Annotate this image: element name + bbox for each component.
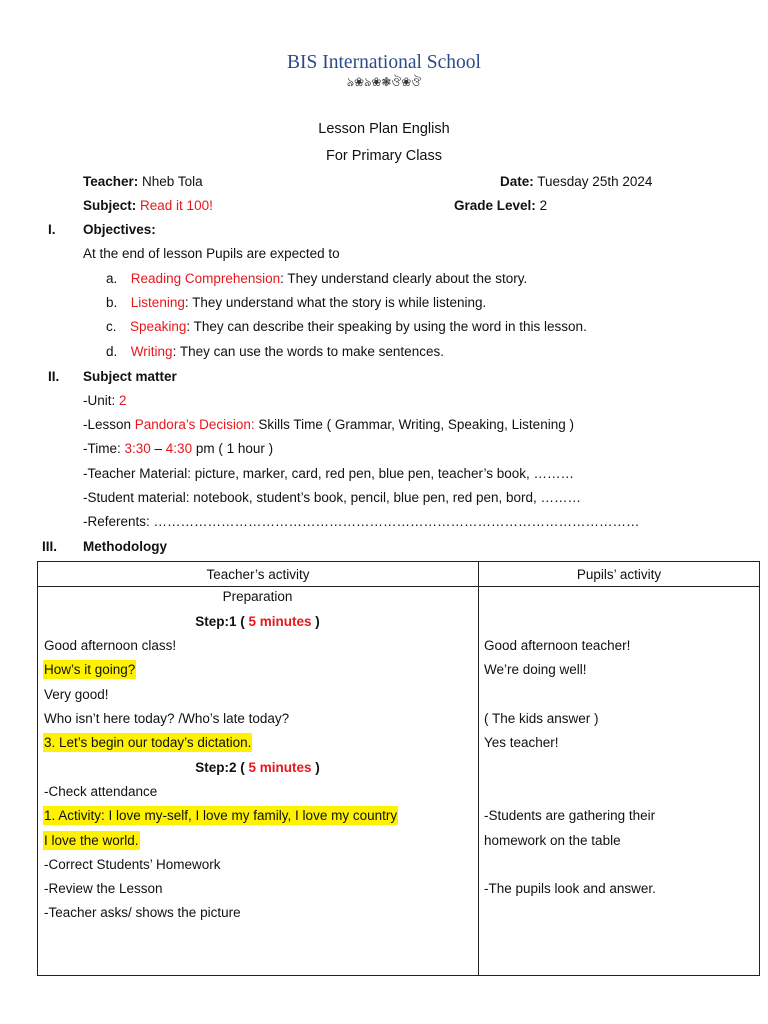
objective-text: : They understand clearly about the story.: [280, 271, 528, 286]
pupil-line: Good afternoon teacher!: [484, 638, 631, 653]
step2-heading: [37, 760, 478, 775]
pupil-line: Yes teacher!: [484, 735, 559, 750]
section-numeral-3: III.: [42, 539, 58, 554]
objective-text: : They can use the words to make sentences.: [172, 344, 444, 359]
objective-item: [106, 319, 587, 334]
section-numeral-2: II.: [48, 369, 60, 384]
objective-letter: c.: [106, 319, 117, 334]
time-label: -Time:: [83, 441, 125, 456]
time-end: 4:30: [165, 441, 193, 456]
teacher-line: -Correct Students’ Homework: [44, 857, 221, 872]
pupil-line: -Students are gathering their: [484, 808, 656, 823]
teacher-line-highlighted: How’s it going?: [44, 662, 136, 677]
objective-letter: d.: [106, 344, 118, 359]
time-line: [83, 441, 273, 456]
objective-term: Writing: [130, 344, 173, 359]
teacher-line: Very good!: [44, 687, 109, 702]
methodology-heading: Methodology: [83, 539, 167, 554]
objective-term: Speaking: [130, 319, 187, 334]
objectives-intro: At the end of lesson Pupils are expected to: [83, 246, 340, 261]
objective-term: Listening: [130, 295, 185, 310]
teacher-value: Nheb Tola: [142, 174, 203, 189]
objectives-heading: Objectives:: [83, 222, 156, 237]
col-header-teacher: Teacher’s activity: [38, 562, 479, 587]
lesson-line: [83, 417, 574, 432]
time-rest: pm ( 1 hour ): [192, 441, 274, 456]
date-label: Date:: [500, 174, 534, 189]
step2-label: Step:2 (: [195, 760, 249, 775]
pupil-line: homework on the table: [484, 833, 621, 848]
subject-matter-heading: Subject matter: [83, 369, 177, 384]
step1-close: ): [311, 614, 320, 629]
subject-row: [83, 198, 213, 213]
objective-letter: b.: [106, 295, 118, 310]
lesson-label: -Lesson: [83, 417, 135, 432]
teacher-label: Teacher:: [83, 174, 139, 189]
step1-heading: [37, 614, 478, 629]
teacher-material-line: -Teacher Material: picture, marker, card, red pen, blue pen, teacher’s book, ………: [83, 466, 574, 481]
lesson-plan-title: Lesson Plan English: [318, 121, 450, 137]
objective-letter: a.: [106, 271, 118, 286]
unit-line: [83, 393, 127, 408]
grade-row: [454, 198, 547, 213]
objective-item: [106, 344, 444, 359]
pupil-line: -The pupils look and answer.: [484, 881, 656, 896]
objective-item: [106, 271, 527, 286]
step1-time: 5 minutes: [248, 614, 312, 629]
subject-label: Subject:: [83, 198, 137, 213]
teacher-line: -Teacher asks/ shows the picture: [44, 905, 241, 920]
time-start: 3:30: [124, 441, 151, 456]
student-material-line: -Student material: notebook, student’s book, pencil, blue pen, red pen, bord, ………: [83, 490, 582, 505]
teacher-line: -Check attendance: [44, 784, 158, 799]
step2-time: 5 minutes: [248, 760, 312, 775]
teacher-line: Good afternoon class!: [44, 638, 177, 653]
section-numeral-1: I.: [48, 222, 56, 237]
teacher-row: [83, 174, 203, 189]
teacher-line-highlighted: 1. Activity: I love my-self, I love my family, I love my country: [44, 808, 398, 823]
col-header-pupils: Pupils’ activity: [479, 562, 760, 587]
date-row: [500, 174, 652, 189]
unit-value: 2: [119, 393, 127, 408]
ornament-divider-icon: ঌ❀ঌ❀❃ঔ❀ঔ: [346, 75, 422, 89]
objective-text: : They can describe their speaking by using the word in this lesson.: [186, 319, 587, 334]
unit-label: -Unit:: [83, 393, 120, 408]
grade-value: 2: [539, 198, 548, 213]
objective-term: Reading Comprehension: [130, 271, 281, 286]
objective-item: [106, 295, 486, 310]
lesson-plan-subtitle: For Primary Class: [325, 148, 442, 164]
referents-line: -Referents: ………………………………………………………………………………………………: [83, 514, 640, 529]
time-dash: –: [150, 441, 166, 456]
teacher-line-highlighted: 3. Let’s begin our today’s dictation.: [44, 735, 252, 750]
pupil-line: We’re doing well!: [484, 662, 587, 677]
step2-close: ): [311, 760, 320, 775]
objective-text: : They understand what the story is while listening.: [184, 295, 487, 310]
pupil-line: ( The kids answer ): [484, 711, 599, 726]
subject-value: Read it 100!: [140, 198, 213, 213]
lesson-name: Pandora’s Decision:: [134, 417, 255, 432]
date-value: Tuesday 25th 2024: [537, 174, 653, 189]
preparation-label: Preparation: [222, 589, 293, 604]
teacher-line: -Review the Lesson: [44, 881, 163, 896]
grade-label: Grade Level:: [454, 198, 536, 213]
teacher-line-highlighted: I love the world.: [44, 833, 139, 848]
step1-label: Step:1 (: [195, 614, 249, 629]
school-name: BIS International School: [287, 52, 481, 73]
lesson-rest: Skills Time ( Grammar, Writing, Speaking, Listening ): [254, 417, 574, 432]
teacher-line: Who isn’t here today? /Who’s late today?: [44, 711, 290, 726]
